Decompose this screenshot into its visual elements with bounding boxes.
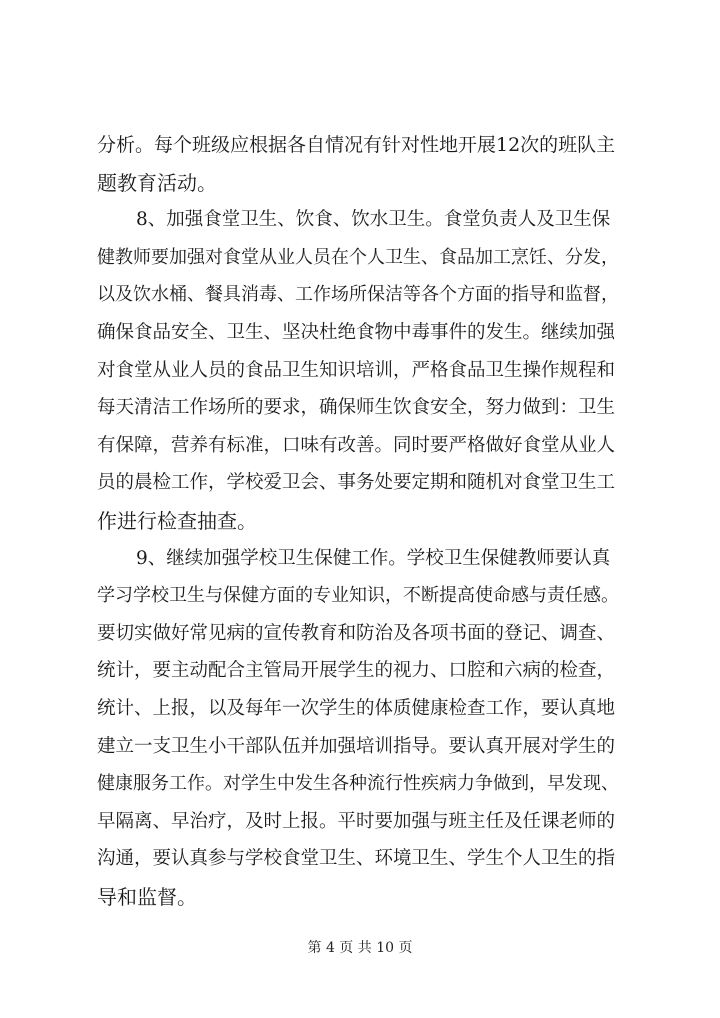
- document-page: 分析。每个班级应根据各自情况有针对性地开展12次的班队主 题教育活动。 8、加强食堂卫生、饮食、饮水卫生。食堂负责人及卫生保 健教师要加强对食堂从业人员在个人卫生、食品加工烹饪、分发， 以及饮水桶、餐具消毒、工作场所保洁等各个方面的指导和监督， 确保食品安全、卫生、坚决杜绝食物中毒事件的发生。继续加强 对食堂从业人员的食品卫生知识培训，严格食品卫生操作规程和 每天清洁工作场所的要求，确保师生饮食安全，努力做到：卫生 有保障，营养有标准，口味有改善。同时要严格做好食堂从业人 员的晨检工作，学校爱卫会、事务处要定期和随机对食堂卫生工 作进行检查抽查。 9、继续加强学校卫生保健工作。学校卫生保健教师要认真 学习学校卫生与保健方面的专业知识，不断提高使命感与责任感。 要切实做好常见病的宣传教育和防治及各项书面的登记、调查、 统计，要主动配合主管局开展学生的视力、口腔和六病的检查， 统计、上报，以及每年一次学生的体质健康检查工作，要认真地 建立一支卫生小干部队伍并加强培训指导。要认真开展对学生的 健康服务工作。对学生中发生各种流行性疾病力争做到，早发现、 早隔离、早治疗，及时上报。平时要加强与班主任及任课老师的 沟通，要认真参与学校食堂卫生、环境卫生、学生个人卫生的指 导和监督。 第 4 页 共 10 页: [0, 0, 720, 1018]
- page-footer: 第 4 页 共 10 页: [307, 940, 413, 956]
